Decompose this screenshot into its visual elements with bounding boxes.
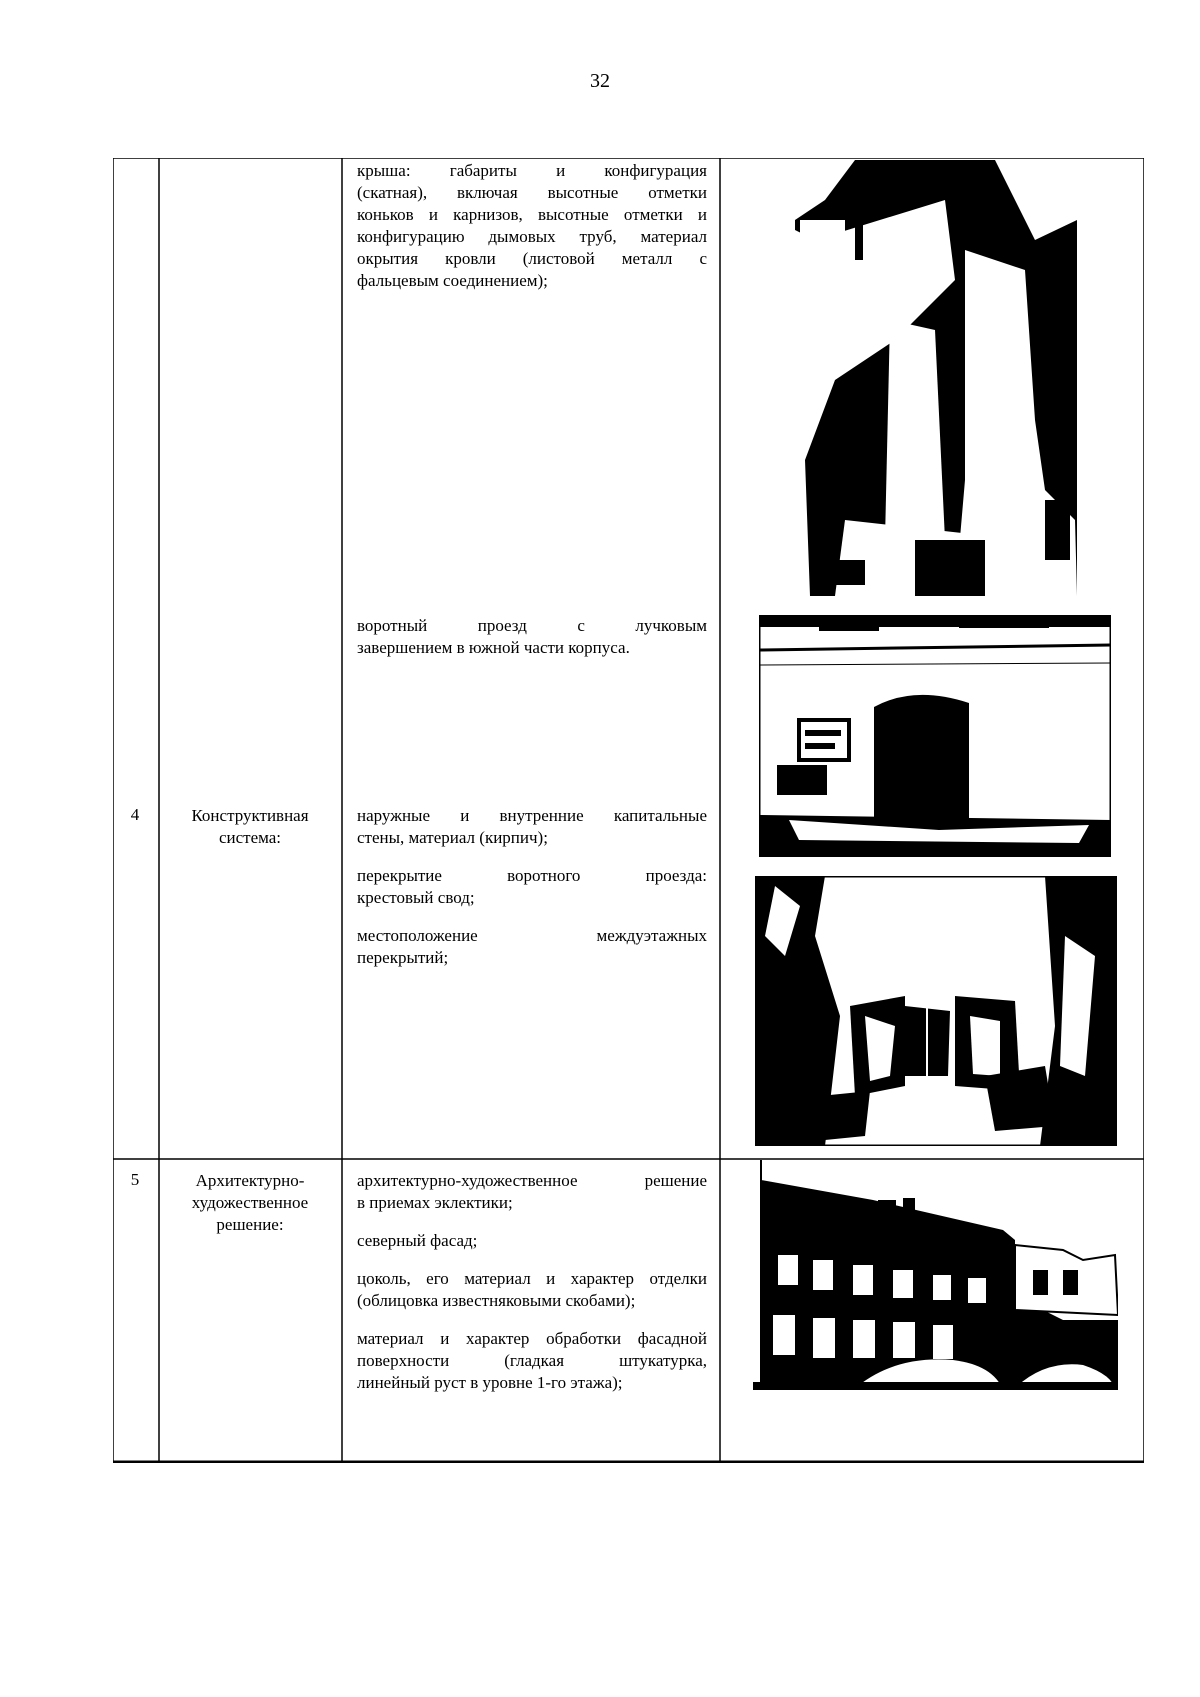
- page-number: 32: [590, 70, 610, 92]
- text-line: материал и характер обработки фасадной: [357, 1329, 707, 1348]
- text-line: линейный руст в уровне 1-го этажа);: [357, 1373, 623, 1392]
- text-line: окрытия кровли (листовой металл с: [357, 249, 707, 268]
- vault-passage-photo: [755, 876, 1117, 1146]
- text-line: поверхности (гладкая штукатурка,: [357, 1351, 707, 1370]
- text-line: Конструктивная: [191, 806, 309, 825]
- architectural-description: [357, 1170, 707, 1394]
- row-number: 4: [130, 805, 140, 824]
- structural-description: [357, 805, 707, 969]
- text-line: цоколь, его материал и характер отделки: [357, 1269, 707, 1288]
- text-line: коньков и карнизов, высотные отметки и: [357, 205, 707, 224]
- text-line: воротный проезд с лучковым: [357, 616, 707, 635]
- north-facade-photo: [753, 1160, 1118, 1390]
- text-line: в приемах эклектики;: [357, 1193, 513, 1212]
- text-line: завершением в южной части корпуса.: [357, 638, 630, 657]
- text-line: решение:: [216, 1215, 284, 1234]
- text-line: конфигурацию дымовых труб, материал: [357, 227, 707, 246]
- text-line: северный фасад;: [357, 1231, 478, 1250]
- text-line: стены, материал (кирпич);: [357, 828, 548, 847]
- text-line: Архитектурно-: [195, 1171, 305, 1190]
- text-line: крыша: габариты и конфигурация: [357, 161, 707, 180]
- row-name: [165, 1170, 335, 1236]
- text-line: фальцевым соединением);: [357, 271, 548, 290]
- text-line: перекрытий;: [357, 948, 449, 967]
- row-name: [165, 805, 335, 849]
- roof-photo: [795, 160, 1077, 596]
- text-line: наружные и внутренние капитальные: [357, 806, 707, 825]
- text-line: перекрытие воротного проезда:: [357, 866, 707, 885]
- document-table: [113, 158, 1144, 1463]
- text-line: художественное: [191, 1193, 309, 1212]
- gate-description: [357, 615, 707, 659]
- text-line: местоположение междуэтажных: [357, 926, 707, 945]
- text-line: система:: [218, 828, 282, 847]
- text-line: архитектурно-художественное решение: [357, 1171, 707, 1190]
- text-line: (облицовка известняковыми скобами);: [357, 1291, 636, 1310]
- gate-passage-photo: [759, 615, 1111, 857]
- text-line: крестовый свод;: [357, 888, 475, 907]
- roof-description: [357, 160, 707, 292]
- text-line: (скатная), включая высотные отметки: [357, 183, 707, 202]
- row-number: 5: [130, 1170, 140, 1189]
